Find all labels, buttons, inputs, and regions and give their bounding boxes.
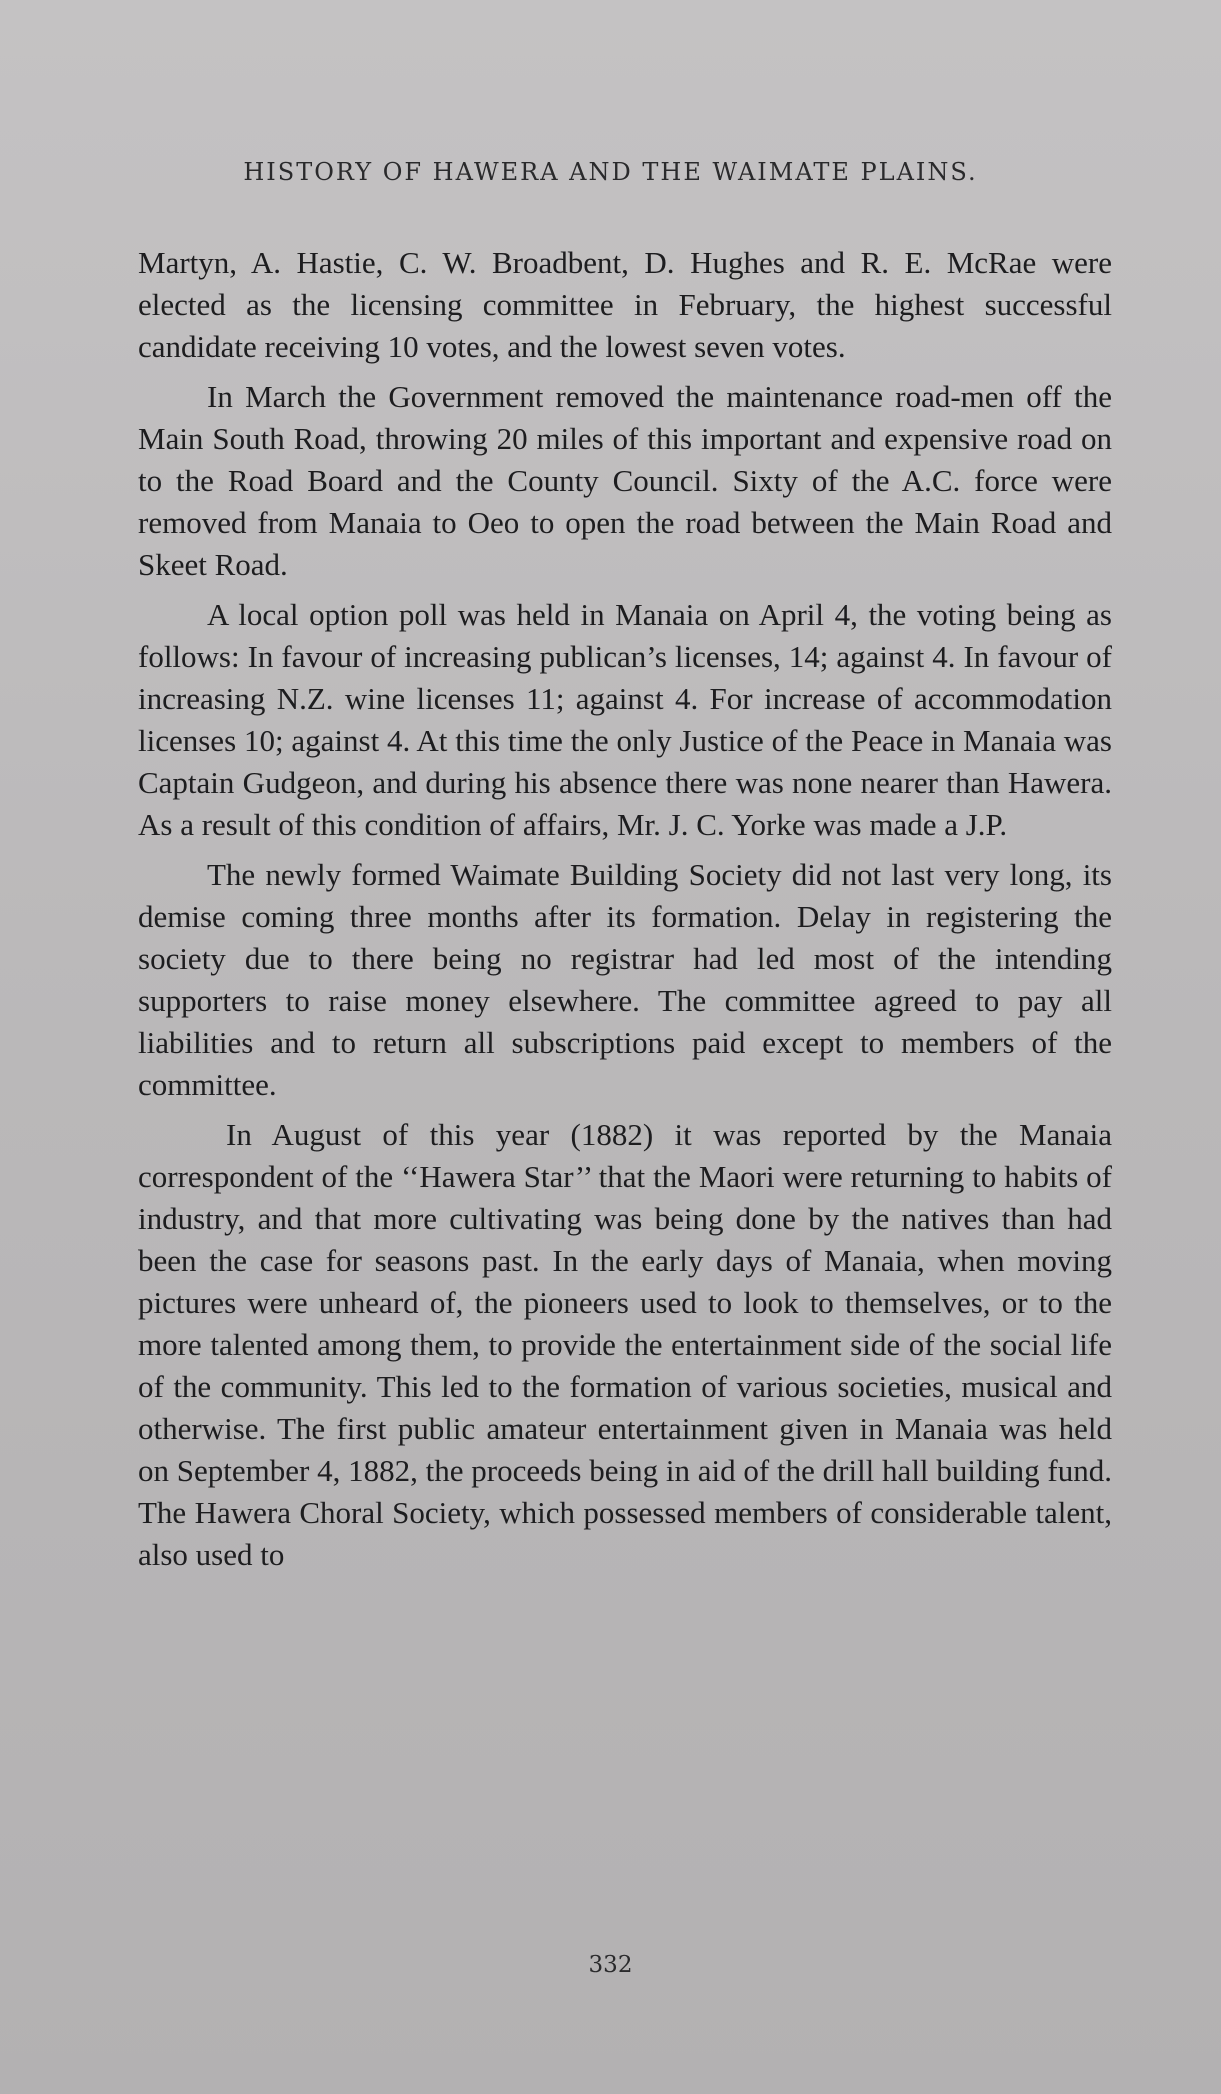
paragraph-local-option-poll: A local option poll was held in Manaia on April 4, the voting being as follows: In favour of increasing publican’s licenses, 14; against 4. In favour of increasing N.Z. wine licenses 11; against 4. For increase of accommodation licenses 10; against 4. At this time the only Justice of the Peace in Manaia was Captain Gudgeon, and during his absence there was none nearer than Hawera. As a result of this condition of affairs, Mr. J. C. Yorke was made a J.P. (138, 597, 1112, 842)
page-number: 332 (588, 1952, 633, 1978)
paragraph-main-south-road: In March the Government removed the maintenance road-men off the Main South Road, throwing 20 miles of this important and expensive road on to the Road Board and the County Council. Sixty of the A.C. force were removed from Manaia to Oeo to open the road between the Main Road and Skeet Road. (138, 379, 1112, 582)
paragraph-building-society: The newly formed Waimate Building Society did not last very long, its demise coming three months after its formation. Delay in registering the society due to there being no registrar had led most of the intending supporters to raise money elsewhere. The committee agreed to pay all liabilities and to return all subscriptions paid except to members of the committee. (138, 857, 1112, 1102)
paragraph-licensing-committee: Martyn, A. Hastie, C. W. Broadbent, D. Hughes and R. E. McRae were elected as the licensing committee in February, the highest successful candidate receiving 10 votes, and the lowest seven votes. (138, 245, 1112, 364)
body-text (138, 242, 1112, 1584)
paragraph-entertainment: In August of this year (1882) it was reported by the Manaia correspondent of the ‘‘Hawera Star’’ that the Maori were returning to habits of industry, and that more cultivating was being done by the natives than had been the case for seasons past. In the early days of Manaia, when moving pictures were unheard of, the pioneers used to look to themselves, or to the more talented among them, to provide the entertainment side of the social life of the community. This led to the formation of various societies, musical and otherwise. The first public amateur entertainment given in Manaia was held on September 4, 1882, the proceeds being in aid of the drill hall building fund. The Hawera Choral Society, which possessed members of considerable talent, also used to (138, 1117, 1112, 1572)
running-head: HISTORY OF HAWERA AND THE WAIMATE PLAINS. (243, 158, 978, 186)
